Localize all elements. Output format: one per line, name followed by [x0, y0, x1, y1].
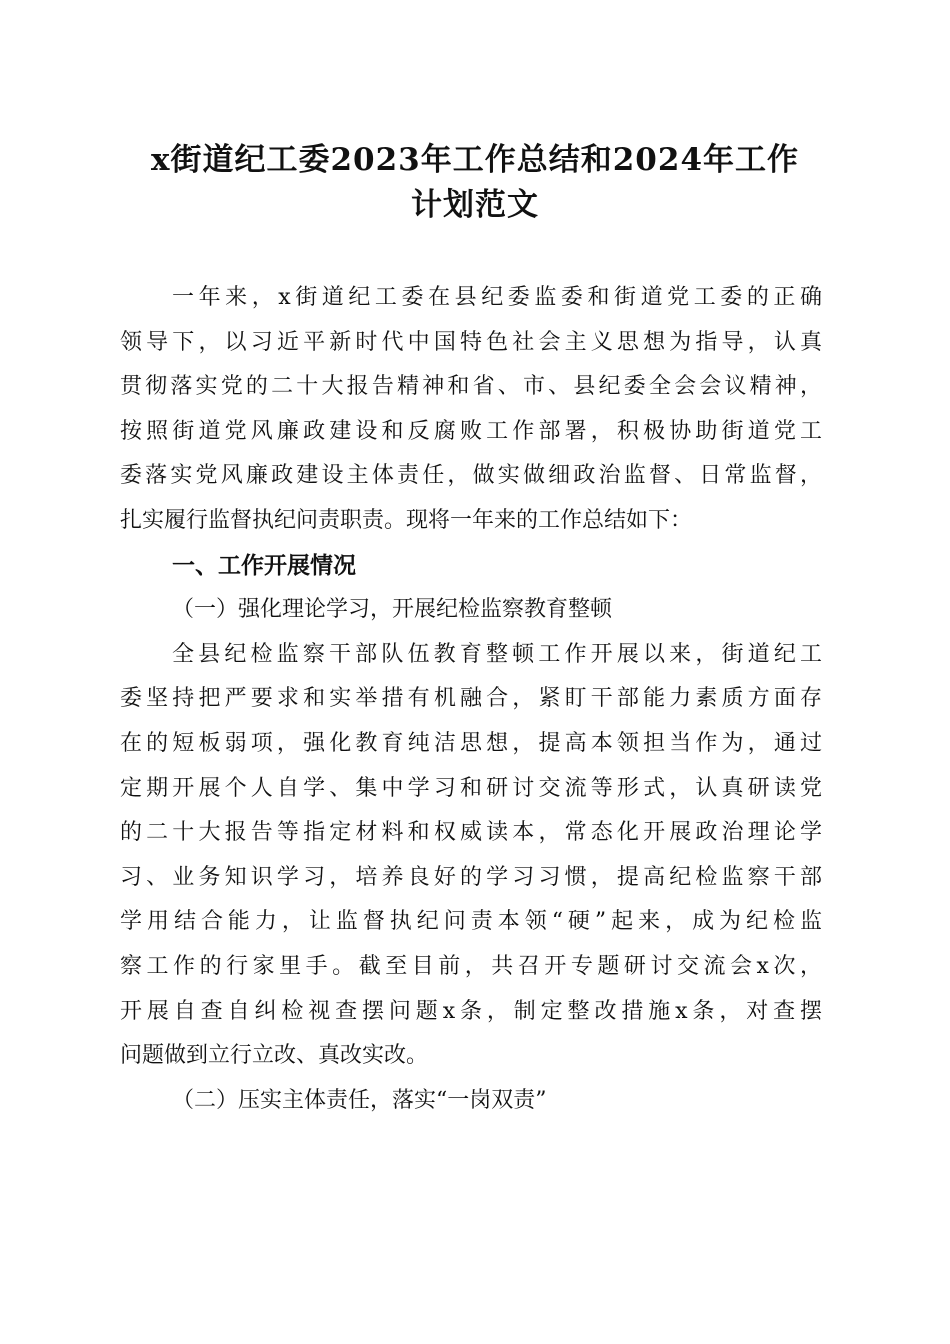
- title-line-2: 计划范文: [411, 187, 539, 223]
- paragraph: [120, 276, 822, 544]
- text-line: 在的短板弱项，强化教育纯洁思想，提高本领担当作为，通过: [120, 730, 822, 756]
- text-line: 习、业务知识学习，培养良好的学习习惯，提高纪检监察干部: [120, 864, 822, 890]
- text-line: （二）压实主体责任，落实“一岗双责”: [172, 1087, 547, 1113]
- text-line: 定期开展个人自学、集中学习和研讨交流等形式，认真研读党: [120, 775, 822, 801]
- document-title: [0, 138, 950, 228]
- text-line: 学用结合能力，让监督执纪问责本领“硬”起来，成为纪检监: [120, 909, 822, 935]
- text-line: 问题做到立行立改、真改实改。: [120, 1043, 429, 1069]
- section-heading: [120, 544, 822, 589]
- text-line: （一）强化理论学习，开展纪检监察教育整顿: [172, 597, 613, 623]
- text-line: 委坚持把严要求和实举措有机融合，紧盯干部能力素质方面存: [120, 686, 822, 712]
- text-line: 的二十大报告等指定材料和权威读本，常态化开展政治理论学: [120, 820, 822, 846]
- text-line: 按照街道党风廉政建设和反腐败工作部署，积极协助街道党工: [120, 418, 822, 444]
- text-line: 扎实履行监督执纪问责职责。现将一年来的工作总结如下：: [120, 507, 693, 533]
- text-line: 贯彻落实党的二十大报告精神和省、市、县纪委全会会议精神，: [120, 374, 822, 400]
- subsection-heading: [120, 588, 822, 633]
- text-line: 开展自查自纠检视查摆问题x条，制定整改措施x条，对查摆: [120, 998, 822, 1024]
- title-line-1: x街道纪工委2023年工作总结和2024年工作: [150, 142, 800, 178]
- paragraph: [120, 633, 822, 1079]
- text-line: 一年来，x街道纪工委在县纪委监委和街道党工委的正确: [172, 285, 822, 310]
- document-body: [120, 276, 822, 1123]
- subsection-heading: [120, 1079, 822, 1124]
- text-line: 察工作的行家里手。截至目前，共召开专题研讨交流会x次，: [120, 953, 822, 979]
- text-line: 全县纪检监察干部队伍教育整顿工作开展以来，街道纪工: [172, 641, 822, 667]
- text-line: 委落实党风廉政建设主体责任，做实做细政治监督、日常监督，: [120, 463, 822, 489]
- text-line: 一、工作开展情况: [172, 551, 356, 579]
- text-line: 领导下，以习近平新时代中国特色社会主义思想为指导，认真: [120, 329, 822, 355]
